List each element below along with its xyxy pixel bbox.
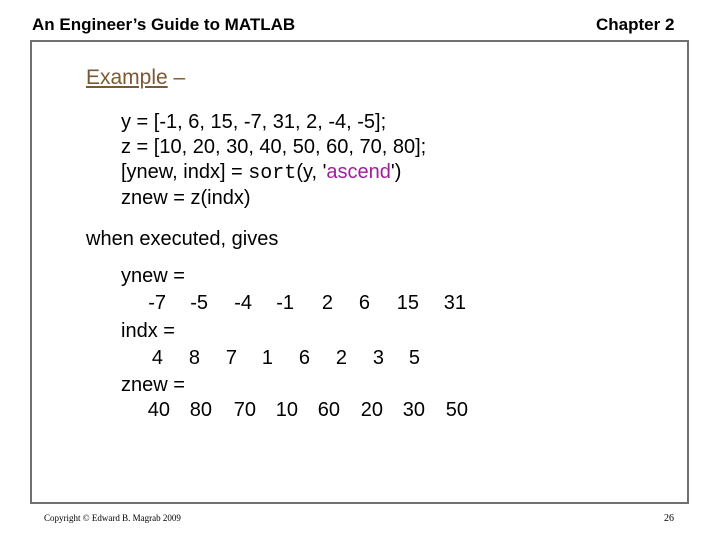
ynew-label: ynew = bbox=[121, 265, 185, 287]
code-line-2: z = [10, 20, 30, 40, 50, 60, 70, 80]; bbox=[121, 136, 427, 158]
code-line-3 bbox=[121, 161, 401, 185]
indx-value: 3 bbox=[372, 347, 384, 369]
indx-value: 6 bbox=[298, 347, 310, 369]
ynew-value: -1 bbox=[276, 292, 294, 314]
ynew-value: 15 bbox=[396, 292, 419, 314]
example-word: Example bbox=[86, 66, 168, 89]
indx-value: 2 bbox=[335, 347, 347, 369]
example-heading bbox=[86, 66, 185, 90]
indx-value: 5 bbox=[408, 347, 420, 369]
znew-value: 60 bbox=[317, 399, 340, 421]
ynew-value: 6 bbox=[358, 292, 370, 314]
indx-value: 4 bbox=[151, 347, 163, 369]
code-line-1: y = [-1, 6, 15, -7, 31, 2, -4, -5]; bbox=[121, 111, 387, 133]
ynew-value: 2 bbox=[321, 292, 333, 314]
znew-value: 20 bbox=[360, 399, 383, 421]
code-line-3-c: ') bbox=[390, 161, 402, 183]
indx-value: 7 bbox=[225, 347, 237, 369]
znew-value: 70 bbox=[233, 399, 256, 421]
znew-label: znew = bbox=[121, 374, 185, 396]
chapter-label: Chapter 2 bbox=[596, 15, 675, 34]
copyright-text: Copyright © Edward B. Magrab 2009 bbox=[44, 513, 181, 523]
znew-value: 30 bbox=[402, 399, 425, 421]
znew-value: 40 bbox=[147, 399, 170, 421]
code-line-3-a: [ynew, indx] = bbox=[121, 161, 249, 183]
indx-value: 8 bbox=[188, 347, 200, 369]
ascend-keyword: ascend bbox=[326, 161, 391, 183]
znew-value: 80 bbox=[189, 399, 212, 421]
indx-label: indx = bbox=[121, 320, 175, 342]
ynew-value: -4 bbox=[234, 292, 252, 314]
page-number: 26 bbox=[664, 513, 674, 524]
znew-value: 10 bbox=[275, 399, 298, 421]
header-title: An Engineer’s Guide to MATLAB bbox=[32, 15, 296, 34]
example-dash: – bbox=[167, 66, 186, 89]
intro-text: when executed, gives bbox=[86, 228, 279, 250]
code-line-4: znew = z(indx) bbox=[121, 187, 251, 209]
znew-value: 50 bbox=[445, 399, 468, 421]
ynew-value: 31 bbox=[443, 292, 466, 314]
ynew-value: -5 bbox=[190, 292, 208, 314]
code-line-3-b: (y, ' bbox=[296, 161, 327, 183]
indx-value: 1 bbox=[261, 347, 273, 369]
ynew-value: -7 bbox=[148, 292, 166, 314]
sort-function: sort bbox=[248, 162, 297, 185]
